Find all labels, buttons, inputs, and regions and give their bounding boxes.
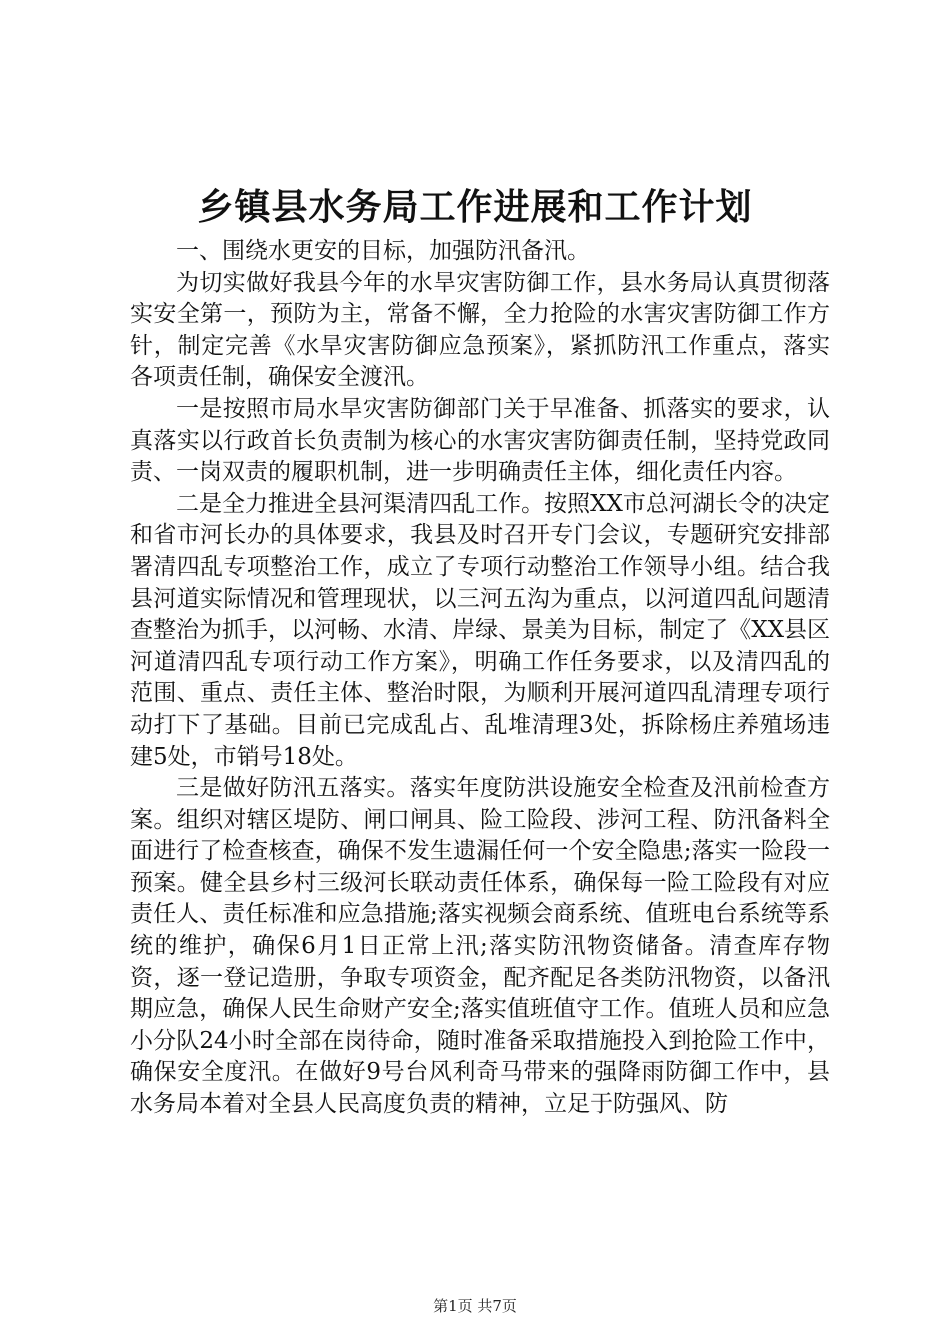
document-title: 乡镇县水务局工作进展和工作计划 — [197, 187, 753, 228]
body-paragraph: 二是全力推进全县河渠清四乱工作。按照XX市总河湖长令的决定和省市河长办的具体要求，我县及时召开专门会议，专题研究安排部署清四乱专项整治工作，成立了专项行动整治工作领导小组。结合我县河道实际情况和管理现状，以三河五沟为重点，以河道四乱问题清查整治为抓手，以河畅、水清、岸绿、景美为目标，制定了《XX县区河道清四乱专项行动工作方案》，明确工作任务要求，以及清四乱的范围、重点、责任主体、整治时限，为顺利开展河道四乱清理专项行动打下了基础。目前已完成乱占、乱堆清理3处，拆除杨庄养殖场违建5处，市销号18处。 — [130, 490, 830, 770]
document-body — [130, 236, 830, 1121]
page-number-footer: 第1页 共7页 — [433, 1297, 517, 1315]
section-heading: 一、围绕水更安的目标，加强防汛备汛。 — [176, 238, 590, 264]
body-paragraph: 一是按照市局水旱灾害防御部门关于早准备、抓落实的要求，认真落实以行政首长负责制为核心的水害灾害防御责任制，坚持党政同责、一岗双责的履职机制，进一步明确责任主体，细化责任内容。 — [130, 395, 830, 486]
body-paragraph: 为切实做好我县今年的水旱灾害防御工作，县水务局认真贯彻落实安全第一，预防为主，常备不懈，全力抢险的水害灾害防御工作方针，制定完善《水旱灾害防御应急预案》，紧抓防汛工作重点，落实各项责任制，确保安全渡汛。 — [130, 269, 830, 391]
body-paragraph: 三是做好防汛五落实。落实年度防洪设施安全检查及汛前检查方案。组织对辖区堤防、闸口闸具、险工险段、涉河工程、防汛备料全面进行了检查核查，确保不发生遗漏任何一个安全隐患;落实一险段一预案。健全县乡村三级河长联动责任体系，确保每一险工险段有对应责任人、责任标准和应急措施;落实视频会商系统、值班电台系统等系统的维护，确保6月1日正常上汛;落实防汛物资储备。清查库存物资，逐一登记造册，争取专项资金，配齐配足各类防汛物资，以备汛期应急，确保人民生命财产安全;落实值班值守工作。值班人员和应急小分队24小时全部在岗待命，随时准备采取措施投入到抢险工作中，确保安全度汛。在做好9号台风利奇马带来的强降雨防御工作中，县水务局本着对全县人民高度负责的精神，立足于防强风、防 — [130, 775, 830, 1118]
